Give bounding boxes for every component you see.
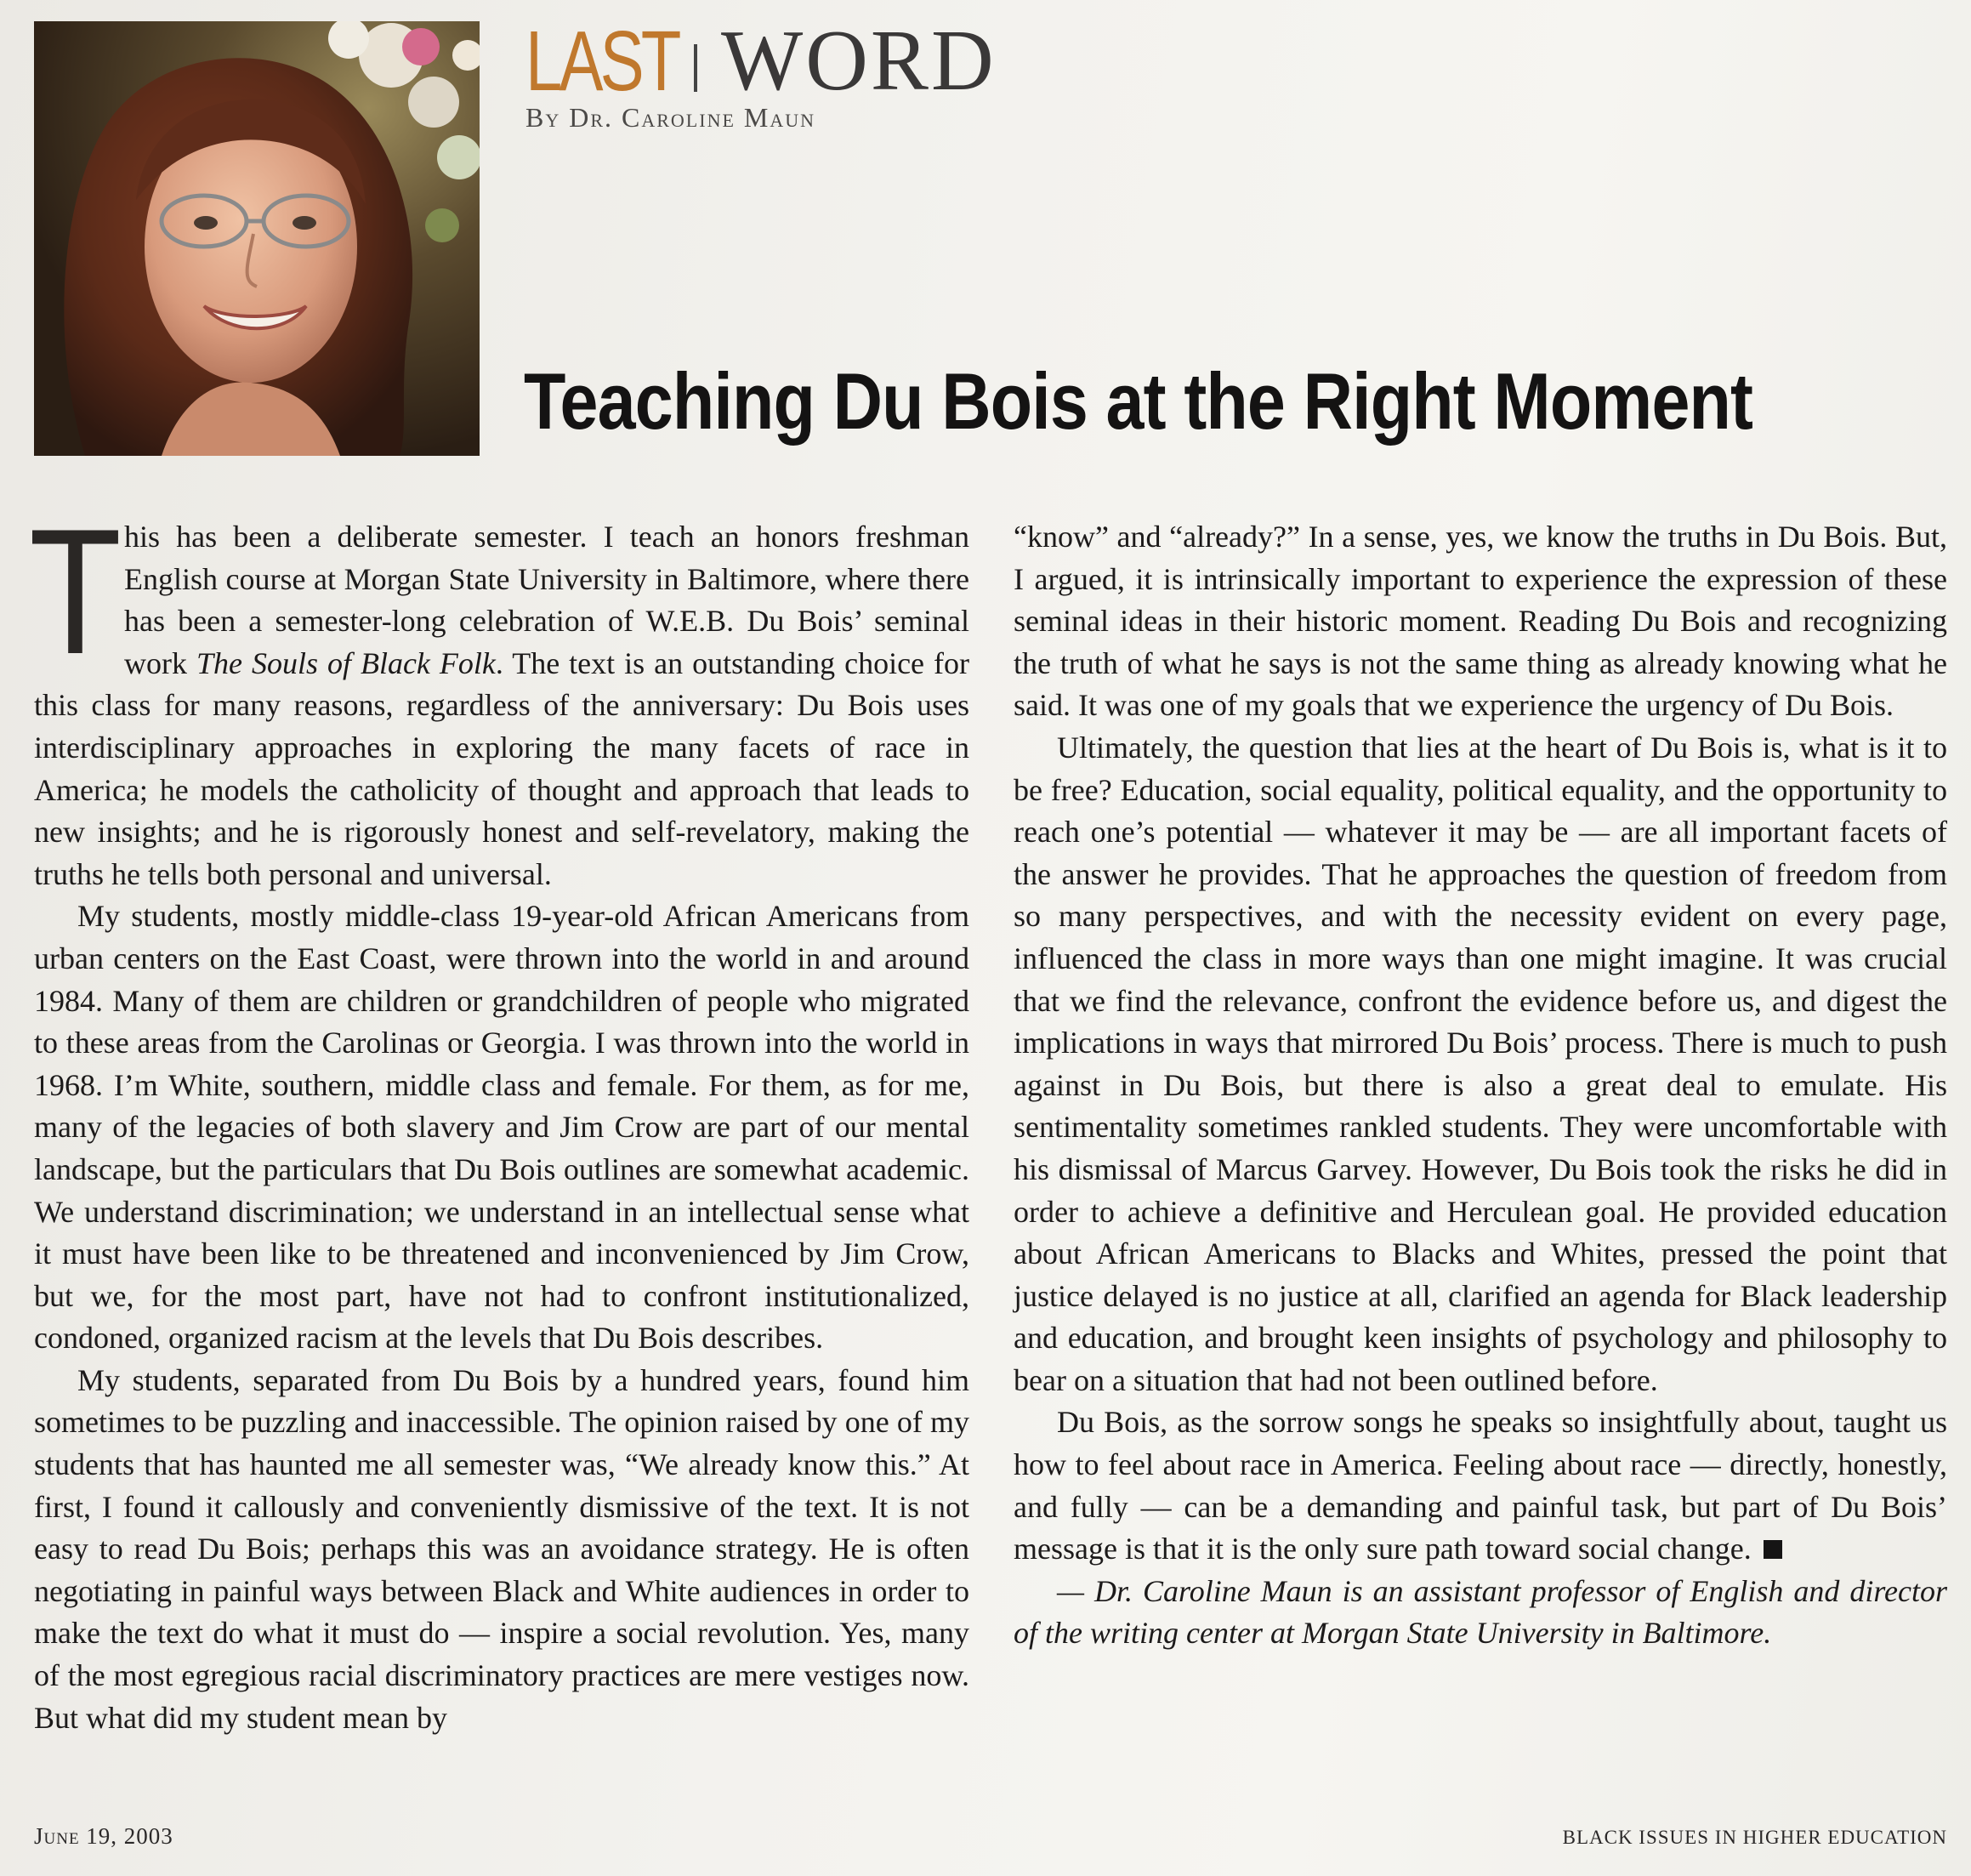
paragraph-6 — [1014, 1401, 1947, 1570]
left-column — [29, 492, 969, 1739]
byline: By Dr. Caroline Maun — [525, 102, 816, 133]
masthead-word: WORD — [721, 13, 997, 109]
paragraph-5: Ultimately, the question that lies at the heart of Du Bois is, what is it to be free? Education, social equality, political equality, and the opportunity to reach one’s potential — whatever it may be — are all important facets of the answer he provides. That he approaches the question of freedom from so many perspectives, and with the necessity evident on every page, influenced the class in more ways than one might imagine. It was crucial that we find the relevance, confront the evidence before us, and digest the implications in ways that mirrored Du Bois’ process. There is much to push against in Du Bois, but there is also a great deal to emulate. His sentimentality sometimes rankled students. They were uncomfortable with his dismissal of Marcus Garvey. However, Du Bois took the risks he did in order to achieve a definitive and Herculean goal. He provided education about African Americans to Blacks and Whites, pressed the point that justice delayed is no justice at all, clarified an agenda for Black leadership and education, and brought keen insights of psychology and philosophy to bear on a situation that had not been outlined before. — [1014, 730, 1947, 1397]
author-photo — [34, 21, 480, 456]
masthead-last: LAST — [525, 14, 679, 109]
paragraph-4: “know” and “already?” In a sense, yes, we know the truths in Du Bois. But, I argued, it is intrinsically important to experience the expression of these seminal ideas in their historic moment. Reading Du Bois and recognizing the truth of what he says is not the same thing as already knowing what he said. It was one of my goals that we experience the urgency of Du Bois. — [1014, 520, 1947, 723]
paragraph-3: My students, separated from Du Bois by a hundred years, found him sometimes to be puzzling and inaccessible. The opinion raised by one of my students that has haunted me all semester was, “We already know this.” At first, I found it callously and conveniently dismissive of the text. It is not easy to read Du Bois; perhaps this was an avoidance strategy. He is often negotiating in painful ways between Black and White audiences in order to make the text do what it must do — inspire a social revolution. Yes, many of the most egregious racial discriminatory practices are mere vestiges now. But what did my student mean by — [34, 1362, 969, 1735]
masthead — [525, 10, 997, 109]
author-bio: — Dr. Caroline Maun is an assistant professor of English and director of the writing center at Morgan State University in Baltimore. — [1014, 1573, 1947, 1651]
article-headline: Teaching Du Bois at the Right Moment — [524, 356, 1753, 446]
paragraph-2: My students, mostly middle-class 19-year-old African Americans from urban centers on the East Coast, were thrown into the world in and around 1984. Many of them are children or grandchildren of people who migrated to these areas from the Carolinas or Georgia. I was thrown into the world in 1968. I’m White, southern, middle class and female. For them, as for me, many of the legacies of both slavery and Jim Crow are part of our mental landscape, but the particulars that Du Bois outlines are somewhat academic. We understand discrimination; we understand in an intellectual sense what it must have been like to be threatened and inconvenienced by Jim Crow, but we, for the most part, have not had to confront institutionalized, condoned, organized racism at the levels that Du Bois describes. — [34, 899, 969, 1356]
end-of-article-mark — [1764, 1540, 1782, 1559]
book-title: The Souls of Black Folk — [196, 645, 496, 680]
drop-cap: T — [29, 492, 122, 691]
publication-name: BLACK ISSUES IN HIGHER EDUCATION — [1562, 1827, 1947, 1848]
masthead-divider — [694, 44, 697, 92]
paragraph-1 — [34, 516, 969, 895]
right-column — [1014, 516, 1947, 1655]
issue-date: June 19, 2003 — [34, 1823, 173, 1849]
paragraph-1-start: his has been a deliberate semester. I teach an honors freshman English course at Morgan State University in Baltimore, where there has been a semester-long celebration of W.E.B. Du Bois’ seminal work — [124, 520, 969, 680]
paragraph-1-end: . The text is an outstanding choice for this class for many reasons, regardless of the anniversary: Du Bois uses interdisciplinary approaches in exploring the many facets of race in America; he models the catholicity of thought and approach that leads to new insights; and he is rigorously honest and self-revelatory, making the truths he tells both personal and universal. — [34, 645, 969, 891]
paragraph-6-text: Du Bois, as the sorrow songs he speaks so insightfully about, taught us how to feel about race in America. Feeling about race — directly, honestly, and fully — can be a demanding and painful task, but part of Du Bois’ message is that it is the only sure path toward social change. — [1014, 1405, 1947, 1566]
